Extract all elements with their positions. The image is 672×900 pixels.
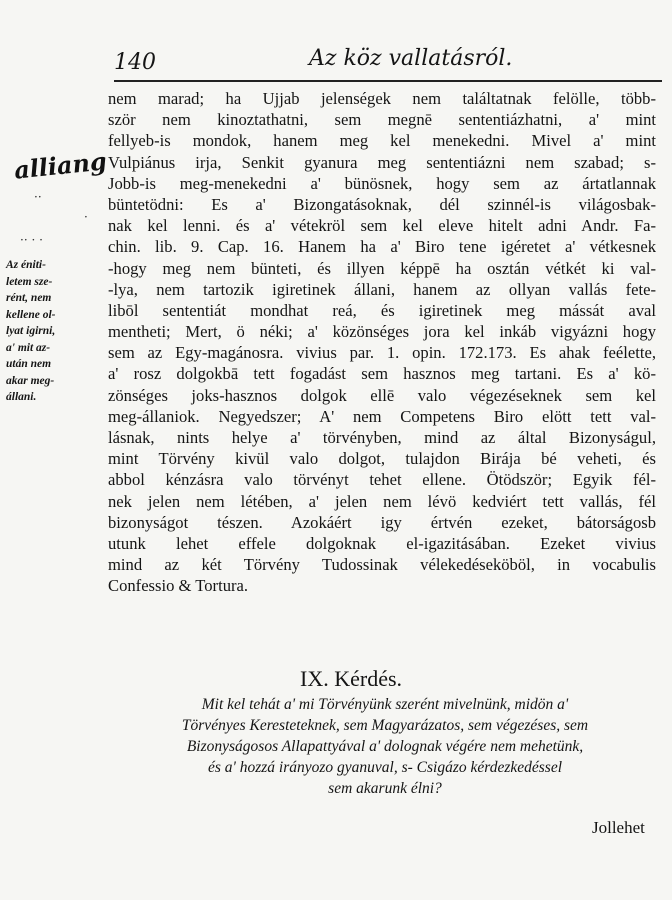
question-text xyxy=(130,694,640,799)
text-line: meg-állaniok. Negyedszer; A' nem Competens Biro elött tett val- xyxy=(108,406,656,426)
text-line: ször nem kinoztathatni, sem megnē sententiázhatni, a' mint xyxy=(108,110,656,130)
handwritten-annotation: alliang xyxy=(12,146,108,185)
text-line: büntetödni: Es a' Bizongatásoknak, dél szinnél-is világosbak- xyxy=(108,194,656,214)
text-line: fellyeb-is mondok, hanem meg kel menekedni. Mivel a' mint xyxy=(108,131,656,151)
catchword: Jollehet xyxy=(592,818,645,837)
text-line: mind az két Törvény Tudossinak vélekedéseköböl, in vocabulis xyxy=(108,555,656,575)
text-line: a' rosz dolgokbā tett fogadást sem hasznos meg tartani. Es a' kö- xyxy=(108,364,656,384)
text-line: -lya, nem tartozik igiretinek állani, hanem az ollyan vallás fete- xyxy=(108,279,656,299)
margin-note-line: a' mit az- xyxy=(6,341,51,354)
section-heading: IX. Kérdés. xyxy=(300,666,403,691)
text-line: Confessio & Tortura. xyxy=(108,576,249,596)
margin-note-line: akar meg- xyxy=(6,374,55,387)
running-title: Az köz vallatásról. xyxy=(309,46,513,71)
margin-note-line: rént, nem xyxy=(6,292,52,304)
ink-mark: ·· xyxy=(34,190,42,204)
text-line: -hogy meg nem bünteti, és illyen képpē ha osztán vétkét ki val- xyxy=(108,258,656,278)
text-line: mentheti; Mert, ö néki; a' közönséges jora kel inkáb vigyázni hogy xyxy=(108,322,656,342)
question-line: és a' hozzá irányozo gyanuval, s- Csigázo kérdezkedéssel xyxy=(207,759,563,776)
margin-note-line: kellene ol- xyxy=(6,308,56,321)
margin-note-line: letem sze- xyxy=(6,275,53,288)
margin-note-line: Az éniti- xyxy=(6,259,46,271)
ink-mark: · xyxy=(84,210,88,224)
page-number: 140 xyxy=(114,50,156,75)
text-line: nem marad; ha Ujjab jelenségek nem találtatnak felölle, több- xyxy=(108,89,656,108)
ink-mark: ·· · · xyxy=(20,233,43,247)
question-line: Törvényes Keresteteknek, sem Magyarázatos, sem végezéses, sem xyxy=(181,717,589,734)
question-line: sem akarunk élni? xyxy=(328,780,442,797)
question-line: Mit kel tehát a' mi Törvényünk szerént mivelnünk, midön a' xyxy=(201,696,569,713)
text-line: mint Törvény kivül valo dolgot, tulajdon Birája bé veheti, és xyxy=(108,449,656,469)
text-line: nek jelen nem létében, a' jelen nem lévö kedviért tett vallás, fél xyxy=(108,491,656,511)
text-line: zönséges joks-hasznos dolgok ellē valo végezéseknek sem kel xyxy=(108,385,656,405)
page-header xyxy=(104,46,664,82)
text-line: lásnak, nints helye a' törvényben, mind az által Bizonyságul, xyxy=(108,428,656,447)
text-line: abbol kénzásra valo törvényt tehet ellene. Ötödször; Egyik fél- xyxy=(108,470,656,490)
header-rule xyxy=(114,80,662,82)
text-line: sem az Egy-magánosra. vivius par. 1. opin. 172.173. Es ahak feélette, xyxy=(108,343,656,363)
body-text xyxy=(108,88,656,597)
margin-note-line: után nem xyxy=(6,358,52,370)
margin-note-line: lyat igirni, xyxy=(6,325,56,337)
text-line: Jobb-is meg-menekedni a' bünösnek, hogy sem az ártatlannak xyxy=(108,173,656,193)
text-line: chin. lib. 9. Cap. 16. Hanem ha a' Biro tene igéretet a' vétkesnek xyxy=(108,237,656,257)
text-line: utunk lehet effele dolgoknak el-igazitásában. Ezeket vivius xyxy=(108,533,656,553)
text-line: bizonyságot tészen. Azokáért igy értvén ezeket, bátorságosb xyxy=(108,512,656,532)
text-line: libōl sententiát mondhat reá, és igiretinek meg mássát aval xyxy=(108,300,656,320)
question-line: Bizonyságosos Allapattyával a' dolognak végére nem mehetünk, xyxy=(186,738,584,755)
margin-notes xyxy=(6,257,114,406)
text-line: Vulpiánus irja, Senkit gyanura meg sententiázni nem szabad; s- xyxy=(108,152,656,172)
margin-note-line: állani. xyxy=(6,391,37,403)
text-line: nak kel lenni. és a' vétekröl sem kel eleve hitelt adni Andr. Fa- xyxy=(108,216,656,236)
